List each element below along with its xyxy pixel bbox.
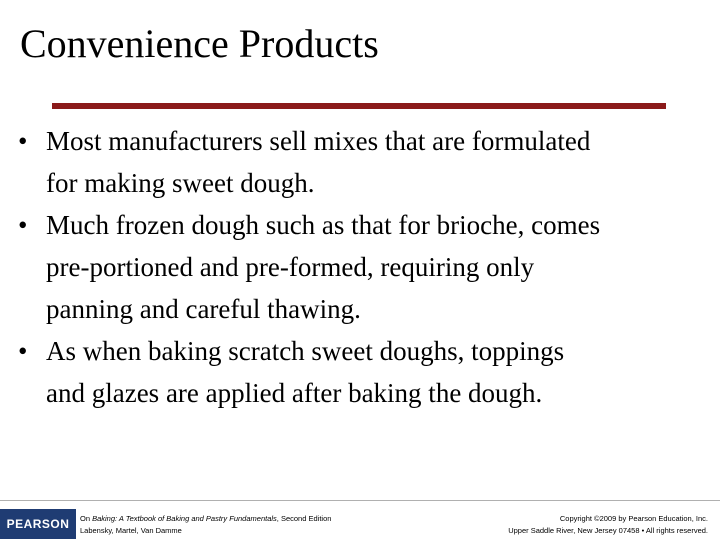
book-authors: Labensky, Martel, Van Damme — [80, 526, 182, 535]
bullet-item — [18, 204, 708, 330]
bullet-marker: • — [18, 210, 28, 240]
slide-title: Convenience Products — [20, 21, 379, 66]
book-title-line — [80, 513, 331, 525]
bullet-item — [18, 330, 708, 414]
bullet-line: Most manufacturers sell mixes that are formulated — [46, 126, 591, 156]
copyright-notice — [508, 513, 708, 537]
bullet-line: Much frozen dough such as that for brioche, comes — [46, 210, 601, 240]
bullet-list — [18, 120, 708, 414]
bullet-marker: • — [18, 336, 28, 366]
bullet-item — [18, 120, 708, 204]
pearson-logo: PEARSON — [0, 509, 76, 539]
copyright-line: Upper Saddle River, New Jersey 07458 • All rights reserved. — [508, 526, 708, 535]
bullet-line: panning and careful thawing. — [46, 294, 361, 324]
bullet-line: and glazes are applied after baking the dough. — [46, 378, 543, 408]
bullet-line: for making sweet dough. — [46, 168, 315, 198]
bullet-line: As when baking scratch sweet doughs, toppings — [46, 336, 565, 366]
book-citation — [80, 513, 331, 537]
bullet-line: pre-portioned and pre-formed, requiring only — [46, 252, 535, 282]
book-edition: , Second Edition — [276, 514, 332, 523]
book-title: Baking: A Textbook of Baking and Pastry Fundamentals — [92, 514, 277, 523]
bullet-marker: • — [18, 126, 28, 156]
slide-footer — [0, 500, 720, 541]
copyright-line: Copyright ©2009 by Pearson Education, Inc. — [559, 514, 708, 523]
book-prefix: On — [80, 514, 93, 523]
title-divider — [52, 103, 666, 109]
